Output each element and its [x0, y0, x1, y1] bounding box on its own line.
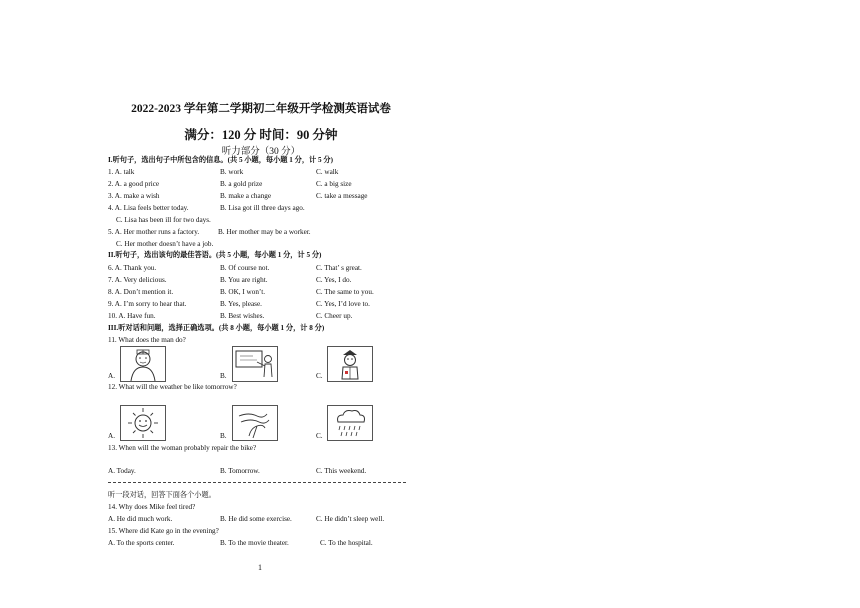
q12-label-b: B. — [220, 432, 227, 440]
q15-question: 15. Where did Kate go in the evening? — [108, 527, 219, 535]
q6-option-b: B. Of course not. — [220, 264, 270, 272]
q7-option-b: B. You are right. — [220, 276, 268, 284]
q3-option-c: C. take a message — [316, 192, 368, 200]
q10-option-b: B. Best wishes. — [220, 312, 265, 320]
q6-option-a: 6. A. Thank you. — [108, 264, 157, 272]
q1-option-b: B. work — [220, 168, 244, 176]
q13-question: 13. When will the woman probably repair the bike? — [108, 444, 257, 452]
q11-label-c: C. — [316, 372, 323, 380]
q15-option-b: B. To the movie theater. — [220, 539, 289, 547]
q11-question: 11. What does the man do? — [108, 336, 186, 344]
q9-option-b: B. Yes, please. — [220, 300, 262, 308]
dashed-divider — [108, 482, 406, 483]
q10-option-c: C. Cheer up. — [316, 312, 353, 320]
q8-option-b: B. OK, I won’t. — [220, 288, 265, 296]
q2-option-c: C. a big size — [316, 180, 352, 188]
q12-picture-c — [327, 405, 373, 441]
q12-picture-a — [120, 405, 166, 441]
q12-question: 12. What will the weather be like tomorrow? — [108, 383, 237, 391]
q2-option-a: 2. A. a good price — [108, 180, 160, 188]
q7-option-c: C. Yes, I do. — [316, 276, 352, 284]
q12-label-a: A. — [108, 432, 115, 440]
q11-picture-b — [232, 346, 278, 382]
q15-option-a: A. To the sports center. — [108, 539, 175, 547]
section2-heading: II.听句子，选出该句的最佳答语。(共 5 小题，每小题 1 分，计 5 分) — [108, 251, 322, 259]
section1-heading: I.听句子，选出句子中所包含的信息。(共 5 小题，每小题 1 分，计 5 分) — [108, 156, 334, 164]
rain-icon — [328, 406, 372, 440]
q12-picture-b — [232, 405, 278, 441]
q14-option-a: A. He did much work. — [108, 515, 173, 523]
teacher-icon — [233, 347, 277, 381]
q8-option-a: 8. A. Don’t mention it. — [108, 288, 174, 296]
q13-option-c: C. This weekend. — [316, 467, 367, 475]
exam-title: 2022-2023 学年第二学期初二年级开学检测英语试卷 — [131, 103, 391, 115]
section3-heading: III.听对话和问题，选择正确选项。(共 8 小题，每小题 1 分，计 8 分) — [108, 324, 325, 332]
policeman-icon — [328, 347, 372, 381]
q9-option-c: C. Yes, I’d love to. — [316, 300, 370, 308]
q4-option-b: B. Lisa got ill three days ago. — [220, 204, 305, 212]
q11-picture-c — [327, 346, 373, 382]
q1-option-a: 1. A. talk — [108, 168, 135, 176]
q5-option-b: B. Her mother may be a worker. — [218, 228, 311, 236]
q13-option-b: B. Tomorrow. — [220, 467, 260, 475]
windy-icon — [233, 406, 277, 440]
doctor-icon — [121, 347, 165, 381]
q5-option-a: 5. A. Her mother runs a factory. — [108, 228, 200, 236]
q14-option-c: C. He didn’t sleep well. — [316, 515, 385, 523]
q12-label-c: C. — [316, 432, 323, 440]
q8-option-c: C. The same to you. — [316, 288, 374, 296]
q4-option-a: 4. A. Lisa feels better today. — [108, 204, 189, 212]
q14-option-b: B. He did some exercise. — [220, 515, 292, 523]
score-time: 满分：120 分 时间：90 分钟 — [184, 128, 338, 142]
sun-icon — [121, 406, 165, 440]
q2-option-b: B. a gold prize — [220, 180, 263, 188]
q4-option-c: C. Lisa has been ill for two days. — [116, 216, 211, 224]
q14-question: 14. Why does Mike feel tired? — [108, 503, 196, 511]
q13-option-a: A. Today. — [108, 467, 136, 475]
q3-option-a: 3. A. make a wish — [108, 192, 160, 200]
q7-option-a: 7. A. Very delicious. — [108, 276, 167, 284]
q1-option-c: C. walk — [316, 168, 339, 176]
page-number: 1 — [258, 563, 262, 572]
q11-label-b: B. — [220, 372, 227, 380]
q5-option-c: C. Her mother doesn’t have a job. — [116, 240, 214, 248]
q15-option-c: C. To the hospital. — [320, 539, 373, 547]
q11-picture-a — [120, 346, 166, 382]
q9-option-a: 9. A. I’m sorry to hear that. — [108, 300, 187, 308]
q6-option-c: C. That’ s great. — [316, 264, 362, 272]
q10-option-a: 10. A. Have fun. — [108, 312, 156, 320]
q11-label-a: A. — [108, 372, 115, 380]
dialogue-intro: 听一段对话，回答下面各个小题。 — [108, 491, 216, 499]
listening-part-heading: 听力部分（30 分） — [221, 147, 301, 157]
q3-option-b: B. make a change — [220, 192, 272, 200]
